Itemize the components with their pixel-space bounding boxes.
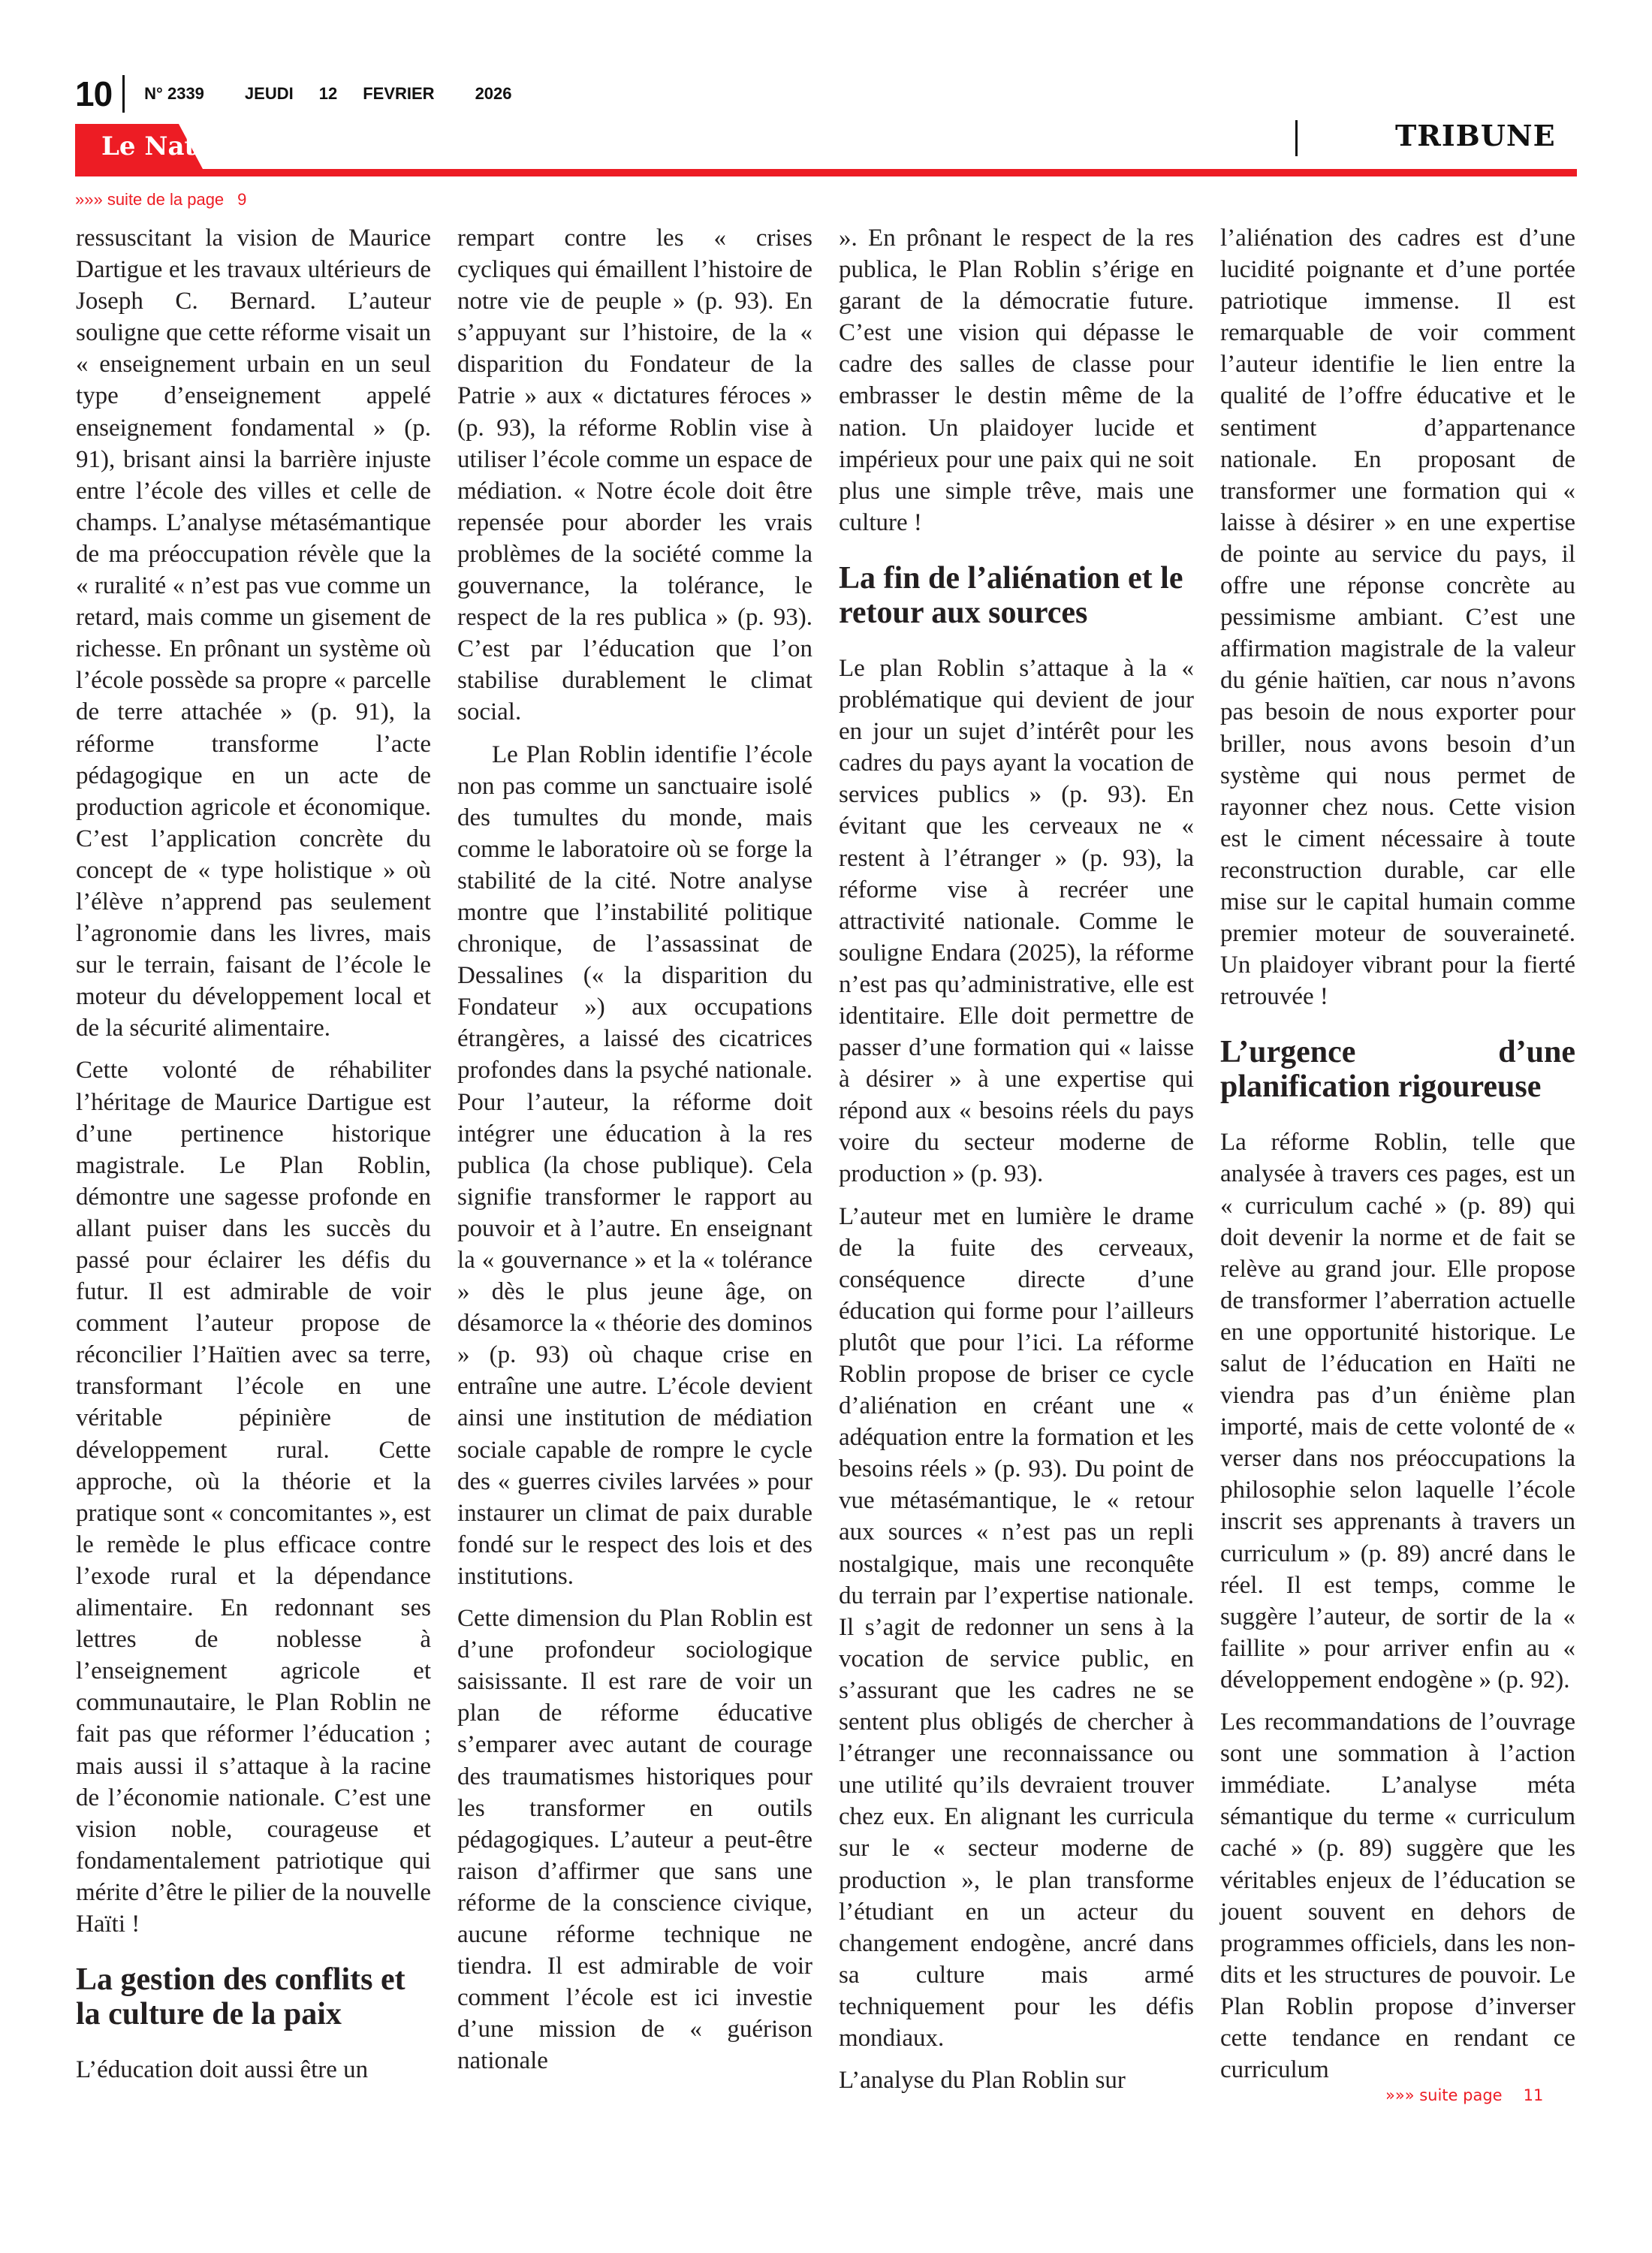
article-paragraph: Cette volonté de réhabiliter l’héritage de Maurice Dartigue est d’une pertinence historique magistrale. Le Plan Roblin, démontre une sagesse profonde en allant puiser dans les succès du passé pour éclairer les défis du futur. Il est admirable de voir comment l’auteur propose de réconcilier l’Haïtien avec sa terre, transformant l’école en une véritable pépinière de développement rural. Cette approche, où la théorie et la pratique sont « concomitantes », est le remède le plus efficace contre l’exode rural et la dépendance alimentaire. En redonnant ses lettres de noblesse à l’enseignement agricole et communautaire, le Plan Roblin ne fait pas que réformer l’éducation ; mais aussi il s’attaque à la racine de l’économie nationale. C’est une vision noble, courageuse et fondamentalement patriotique qui mérite d’être le pilier de la nouvelle Haïti ! [76, 1057, 431, 1938]
brand-band-shape [75, 124, 1577, 176]
year: 2026 [475, 84, 512, 103]
brand-band-polygon [75, 124, 1577, 176]
article-paragraph: l’aliénation des cadres est d’une lucidité poignante et d’une portée patriotique immense. Il est remarquable de voir comment l’auteur identifie le lien entre la qualité de l’offre éducative et le sentiment d’appartenance nationale. En proposant de transformer une formation qui « laisse à désirer » en une expertise de pointe au service du pays, il offre une réponse concrète au pessimisme ambiant. C’est une affirmation magistrale de la valeur du génie haïtien, car nous n’avons pas besoin de nous exporter pour briller, nous avons besoin d’un système qui nous permet de rayonner chez nous. Cette vision est le ciment nécessaire à toute reconstruction durable, car elle mise sur le capital humain comme premier moteur de souveraineté. Un plaidoyer vibrant pour la fierté retrouvée ! [1220, 225, 1575, 1011]
page-number: 10 [75, 74, 113, 113]
article-paragraph: ressuscitant la vision de Maurice Dartigue et les travaux ultérieurs de Joseph C. Bernard. L’auteur souligne que cette réforme visait un « enseignement urbain en un seul type d’enseignement appelé enseignement fondamental » (p. 91), brisant ainsi la barrière injuste entre l’école des villes et celle de champs. L’analyse métasémantique de ma préoccupation révèle que la « ruralité « n’est pas vue comme un retard, mais comme un gisement de richesse. En prônant un système où l’école possède sa propre « parcelle de terre attachée » (p. 91), la réforme transforme l’acte pédagogique en un acte de production agricole et économique. C’est l’application concrète du concept de « type holistique » où l’élève n’apprend pas seulement l’agronomie dans les livres, mais sur le terrain, faisant de l’école le moteur du développement local et de la sécurité alimentaire. [76, 225, 431, 1042]
article-paragraph: ». En prônant le respect de la res publica, le Plan Roblin s’érige en garant de la démocratie future. C’est une vision qui dépasse le cadre des salles de classe pour embrasser le destin même de la nation. Un plaidoyer lucide et impérieux pour une paix qui ne soit plus une simple trêve, mais une culture ! [839, 225, 1194, 536]
section-heading: La gestion des conflits et la culture de la paix [76, 1962, 405, 2032]
continued-to[interactable] [1385, 2086, 1543, 2104]
continued-from [75, 190, 246, 210]
article-paragraph: Les recommandations de l’ouvrage sont une sommation à l’action immédiate. L’analyse méta sémantique du terme « curriculum caché » (p. 89) suggère que les véritables enjeux de l’éducation se jouent souvent en dehors de programmes officiels, dans les non-dits et les structures de pouvoir. Le Plan Roblin propose d’inverser cette tendance en rendant ce curriculum [1220, 1709, 1575, 2084]
article-column-2 [457, 222, 812, 2087]
folio-divider [122, 75, 125, 113]
weekday: JEUDI [244, 84, 294, 103]
section-divider [1295, 120, 1298, 156]
folio-line [75, 71, 538, 116]
article-paragraph: La réforme Roblin, telle que analysée à travers ces pages, est un « curriculum caché » (p. 89) qui doit devenir la norme et de fait se relève au grand jour. Elle propose de transformer l’aberration actuelle en une opportunité historique. Le salut de l’éducation en Haïti ne viendra pas d’un énième plan importé, mais de cette volonté de « verser dans nos préoccupations la philosophie selon laquelle l’école inscrit ses apprenants à travers un curriculum » (p. 89) ancré dans le réel. Il est temps, comme le suggère l’auteur, de sortir de la « faillite » pour arriver enfin au « développement endogène » (p. 92). [1220, 1129, 1575, 1694]
month: FEVRIER [363, 84, 435, 103]
day: 12 [318, 84, 338, 103]
continued-from-page: 9 [237, 190, 247, 209]
article-paragraph: L’analyse du Plan Roblin sur [839, 2067, 1126, 2095]
section-heading: La fin de l’aliénation et le retour aux sources [839, 560, 1183, 630]
section-title: TRIBUNE [1395, 119, 1556, 152]
article-column-1 [76, 222, 431, 2096]
continued-to-label: »»» suite page [1385, 2086, 1503, 2104]
article-paragraph: rempart contre les « crises cycliques qui émaillent l’histoire de notre vie de peuple » (p. 93). En s’appuyant sur l’histoire, de la « disparition du Fondateur de la Patrie » aux « dictatures féroces » (p. 93), la réforme Roblin vise à utiliser l’école comme un espace de médiation. « Notre école doit être repensée pour aborder les vrais problèmes de la société comme la gouvernance, la tolérance, le respect de la res publica » (p. 93). C’est par l’éducation que l’on stabilise durablement le climat social. [457, 225, 812, 726]
brand-bar [75, 124, 1577, 176]
article-paragraph: Le Plan Roblin identifie l’école non pas comme un sanctuaire isolé des tumultes du monde, mais comme le laboratoire où se forge la stabilité de la cité. Notre analyse montre que l’instabilité politique chronique, de l’assassinat de Dessalines (« la disparition du Fondateur ») aux occupations étrangères, a laissé des cicatrices profondes dans la psyché nationale. Pour l’auteur, la réforme doit intégrer une éducation à la res publica (la chose publique). Cela signifie transformer le rapport au pouvoir et à l’autre. En enseignant la « gouvernance » et la « tolérance » dès le plus jeune âge, on désamorce la « théorie des dominos » (p. 93) où chaque crise en entraîne une autre. L’école devient ainsi une institution de médiation sociale capable de rompre le cycle des « guerres civiles larvées » pour instaurer un climat de paix durable fondé sur le respect des lois et des institutions. [457, 740, 812, 1590]
article-paragraph: Cette dimension du Plan Roblin est d’une profondeur sociologique saisissante. Il est rare de voir un plan de réforme éducative s’emparer avec autant de courage des traumatismes historiques pour les transformer en outils pédagogiques. L’auteur a peut-être raison d’affirmer que sans une réforme de la conscience civique, aucune réforme technique ne tiendra. Il est admirable de voir comment l’école est ici investie d’une mission de « guérison nationale [457, 1605, 812, 2075]
article-paragraph: Le plan Roblin s’attaque à la « problématique qui devient de jour en jour un sujet d’intérêt pour les cadres du pays ayant la vocation de services publics » (p. 93). En évitant que les cerveaux ne « restent à l’étranger » (p. 93), la réforme vise à recréer une attractivité nationale. Comme le souligne Endara (2025), la réforme n’est pas qu’administrative, elle est identitaire. Elle doit permettre de passer d’une formation qui « laisse à désirer » à une expertise qui répond aux « besoins réels du pays voire du secteur moderne de production » (p. 93). [839, 654, 1194, 1188]
continued-from-label: »»» suite de la page [75, 190, 225, 209]
brand-logo: Le National [101, 131, 268, 161]
article-paragraph: L’auteur met en lumière le drame de la fuite des cerveaux, conséquence directe d’une éducation qui forme pour l’ailleurs plutôt que pour l’ici. La réforme Roblin propose de briser ce cycle d’aliénation en créant une « adéquation entre la formation et les besoins réels » (p. 93). Du point de vue métasémantique, le « retour aux sources « n’est pas un repli nostalgique, mais une reconquête du terrain par l’expertise nationale. Il s’agit de redonner un sens à la vocation de service public, en s’assurant que les cadres ne se sentent plus obligés de chercher à l’étranger une reconnaissance ou une utilité qu’ils devraient trouver chez eux. En alignant les curricula sur le « secteur moderne de production », le plan transforme l’étudiant en un acteur du changement endogène, ancré dans sa culture mais armé techniquement pour les défis mondiaux. [839, 1202, 1194, 2052]
article-paragraph: L’éducation doit aussi être un [76, 2056, 369, 2084]
continued-to-page: 11 [1523, 2086, 1544, 2104]
section-heading: L’urgence d’une planification rigoureuse [1220, 1035, 1575, 1105]
article-column-4 [1220, 222, 1575, 2096]
article-column-3 [839, 222, 1194, 2107]
issue-number: N° 2339 [144, 84, 204, 103]
